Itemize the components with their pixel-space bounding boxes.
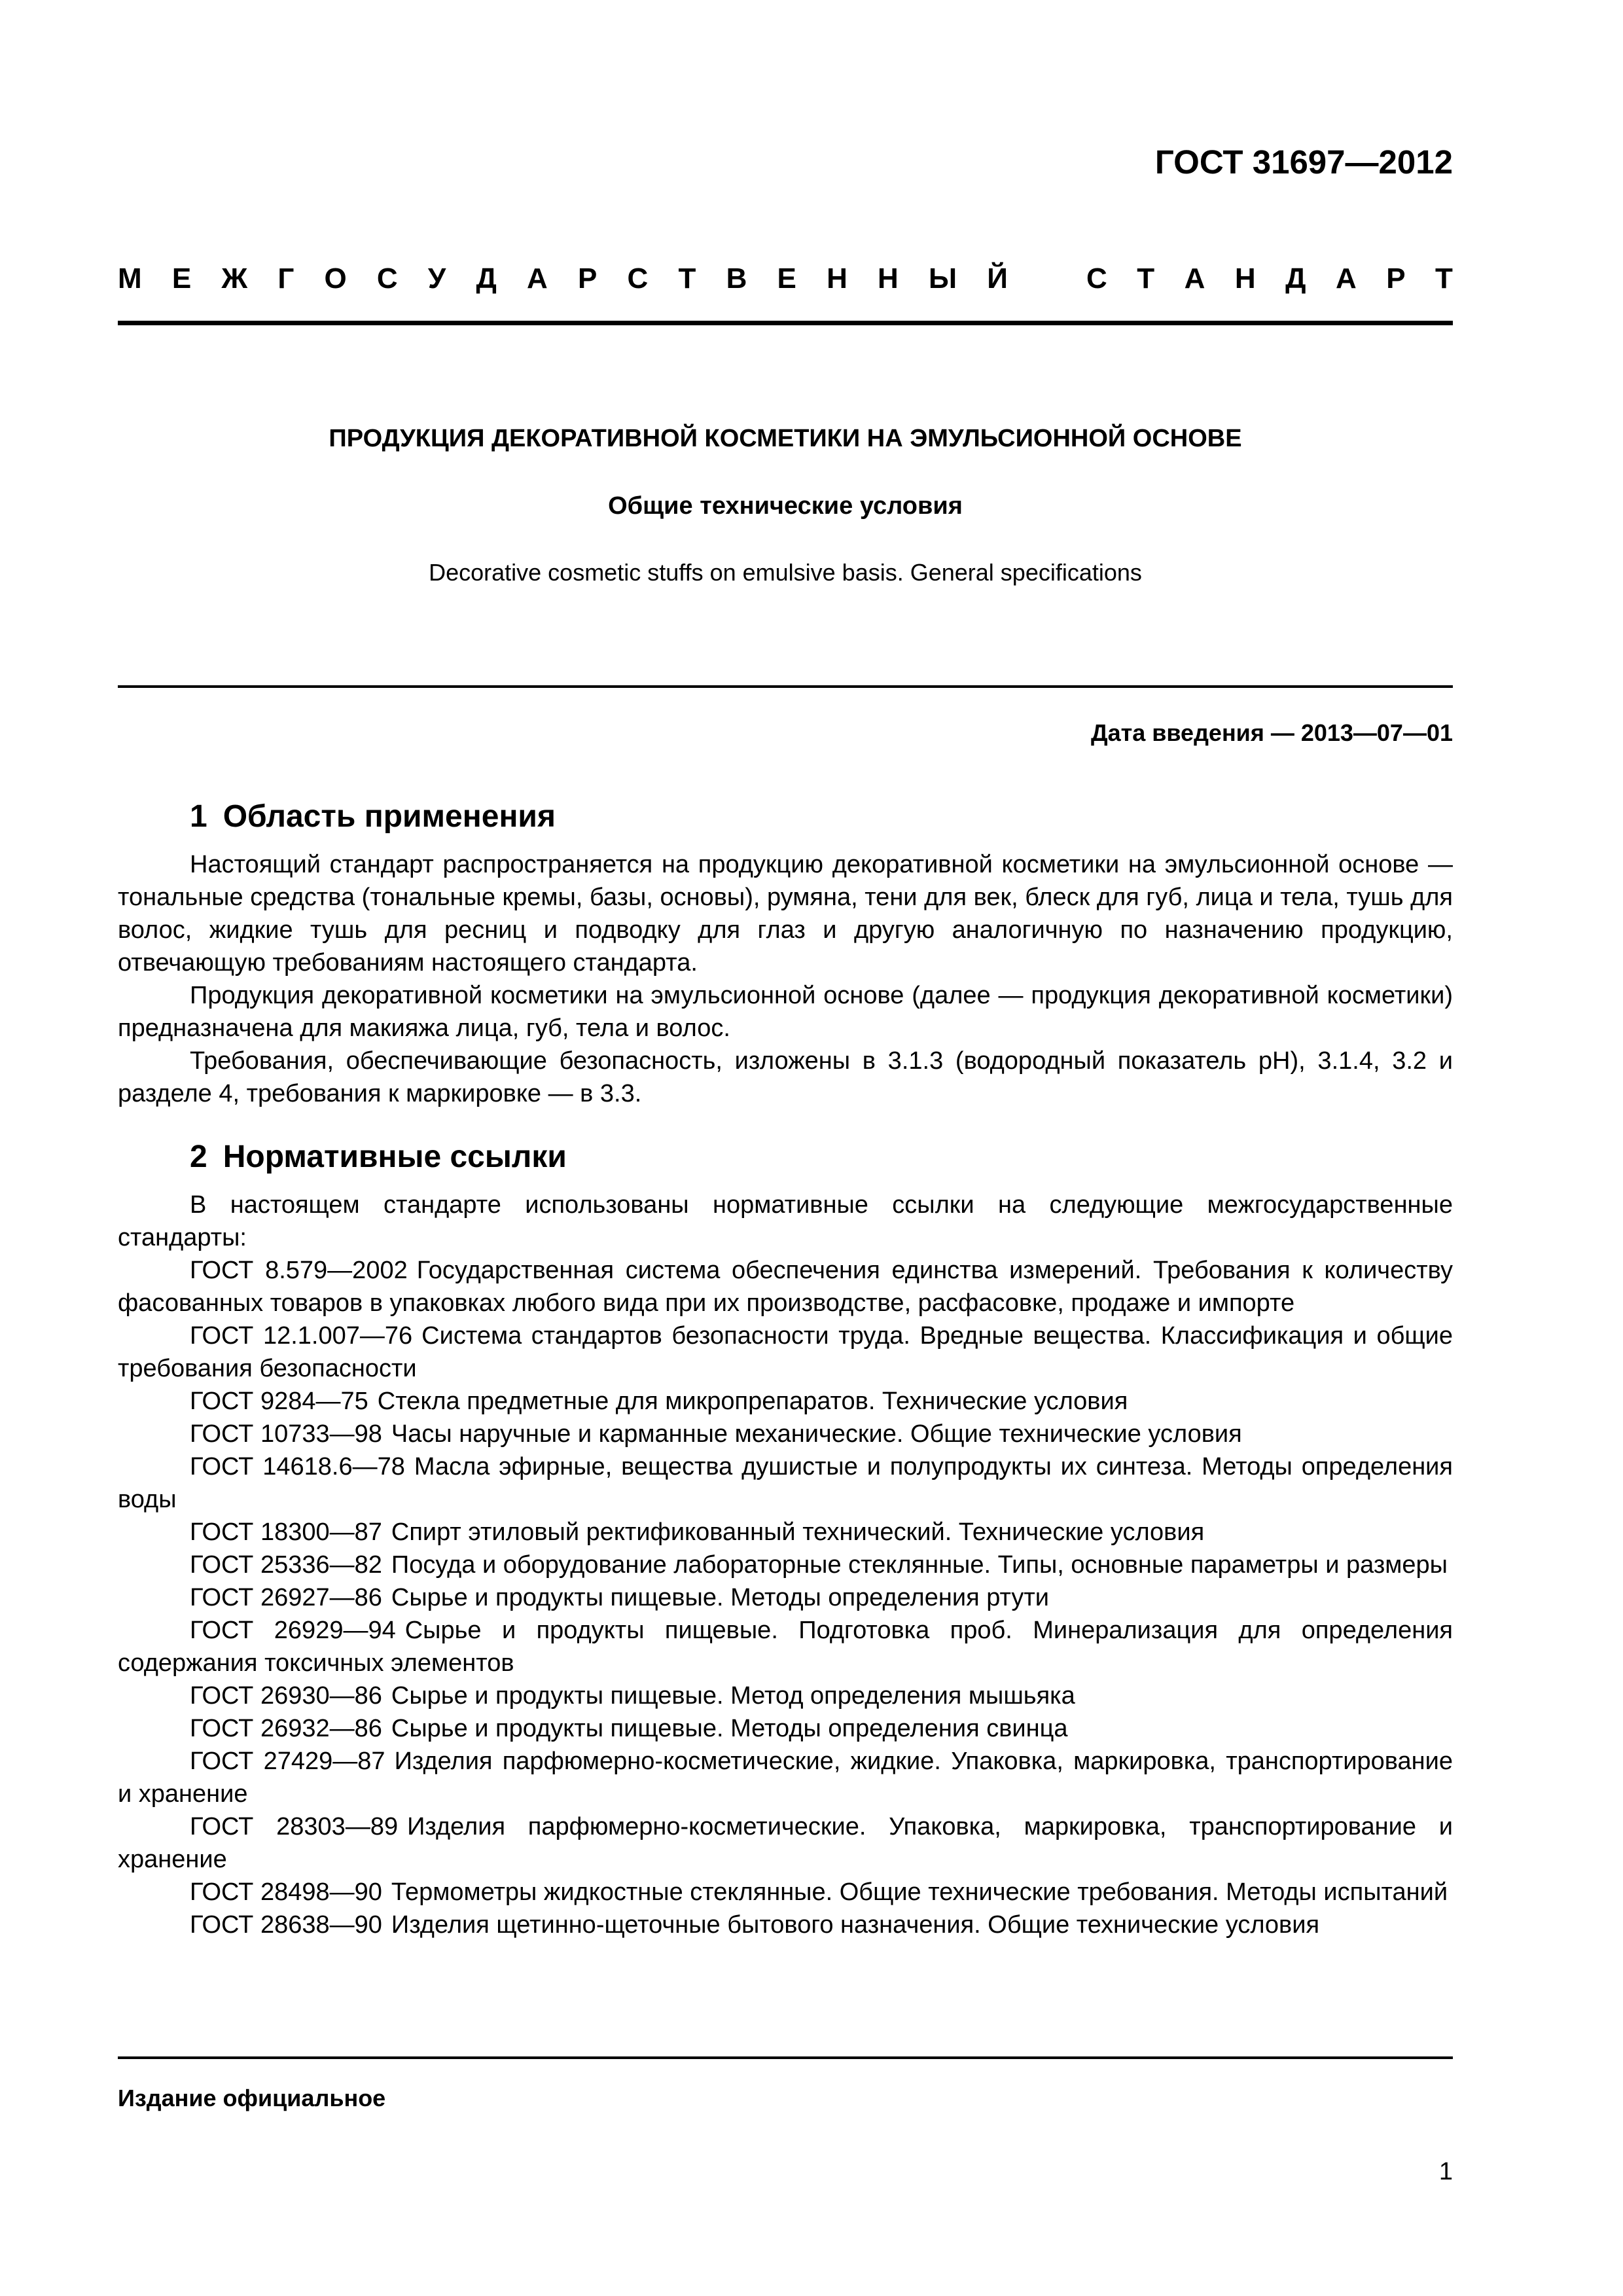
footer-divider [118,2056,1453,2059]
reference-text: Масла эфирные, вещества душистые и полупродукты их синтеза. Методы определения воды [118,1453,1453,1513]
banner-letter: Е [171,262,192,295]
reference-item [118,1418,1453,1450]
reference-text: Государственная система обеспечения единства измерений. Требования к количеству фасованных товаров в упаковках любого вида при их производстве, расфасовке, продаже и импорте [118,1257,1453,1317]
banner-letter: Р [1386,262,1406,295]
banner-letter: А [1335,262,1357,295]
banner-letter: Т [678,262,696,295]
official-edition-label: Издание официальное [118,2085,386,2111]
reference-code: ГОСТ 28303—89 [190,1813,399,1840]
reference-item [118,1876,1453,1909]
reference-code: ГОСТ 14618.6—78 [190,1453,405,1480]
banner-letter: Е [777,262,796,295]
reference-code: ГОСТ 28638—90 [190,1911,382,1939]
document-body [118,797,1453,1941]
reference-item [118,1712,1453,1745]
reference-code: ГОСТ 9284—75 [190,1388,368,1415]
banner-letter: Р [577,262,597,295]
banner-letter: Т [1435,262,1453,295]
reference-item [118,1745,1453,1810]
reference-code: ГОСТ 8.579—2002 [190,1257,408,1284]
reference-text: Сырье и продукты пищевые. Методы определения ртути [391,1584,1049,1611]
paragraph: Продукция декоративной косметики на эмульсионной основе (далее — продукция декоративной косметики) предназначена для макияжа лица, губ, тела и волос. [118,982,1453,1042]
reference-code: ГОСТ 25336—82 [190,1551,382,1579]
banner-letter: Д [1285,262,1306,295]
banner-letter: Н [878,262,899,295]
banner-word-standard [1086,264,1453,293]
reference-item [118,1581,1453,1614]
reference-text: Изделия парфюмерно-косметические, жидкие. Упаковка, маркировка, транспортирование и хранение [118,1748,1453,1808]
banner-letter: С [627,262,649,295]
section-title: Нормативные ссылки [223,1139,567,1174]
reference-item [118,1516,1453,1549]
reference-text: Изделия парфюмерно-косметические. Упаковка, маркировка, транспортирование и хранение [118,1813,1453,1873]
reference-item [118,1254,1453,1319]
banner-word-interstate [118,264,1008,293]
reference-text: Стекла предметные для микропрепаратов. Технические условия [377,1388,1128,1415]
reference-code: ГОСТ 26930—86 [190,1682,382,1710]
document-title: ПРОДУКЦИЯ ДЕКОРАТИВНОЙ КОСМЕТИКИ НА ЭМУЛЬСИОННОЙ ОСНОВЕ [329,425,1242,452]
reference-text: Часы наручные и карманные механические. Общие технические условия [391,1420,1242,1448]
reference-code: ГОСТ 18300—87 [190,1518,382,1546]
section-number: 2 [190,1139,207,1174]
reference-code: ГОСТ 10733—98 [190,1420,382,1448]
banner-letter: Н [1234,262,1256,295]
banner-letter: С [376,262,398,295]
reference-item [118,1549,1453,1581]
banner-letter: Д [476,262,497,295]
banner-letter: А [1184,262,1205,295]
reference-text: Сырье и продукты пищевые. Методы определения свинца [391,1715,1068,1742]
paragraph: В настоящем стандарте использованы нормативные ссылки на следующие межгосударственные стандарты: [118,1191,1453,1251]
reference-text: Сырье и продукты пищевые. Подготовка проб. Минерализация для определения содержания токсичных элементов [118,1617,1454,1677]
banner-letter: Ж [221,262,248,295]
reference-text: Спирт этиловый ректификованный технический. Технические условия [391,1518,1205,1546]
banner-letter: М [118,262,142,295]
reference-code: ГОСТ 26927—86 [190,1584,382,1611]
reference-item [118,1450,1453,1516]
section-heading-scope [118,797,1453,836]
title-divider [118,685,1453,688]
reference-code: ГОСТ 26929—94 [190,1617,396,1644]
reference-text: Изделия щетинно-щеточные бытового назначения. Общие технические условия [391,1911,1320,1939]
paragraph: Настоящий стандарт распространяется на продукцию декоративной косметики на эмульсионной основе — тональные средства (тональные кремы, базы, основы), румяна, тени для век, блеск для губ, лица и тела, тушь для волос, жидкие тушь для ресниц и подводку для глаз и другую аналогичную по назначению продукцию, отвечающую требованиям настоящего стандарта. [118,851,1453,977]
header-divider [118,321,1453,325]
document-subtitle: Общие технические условия [608,492,963,520]
reference-code: ГОСТ 26932—86 [190,1715,382,1742]
banner-letter: Й [987,262,1008,295]
section-title: Область применения [223,799,556,834]
reference-code: ГОСТ 28498—90 [190,1878,382,1906]
banner-letter: С [1086,262,1107,295]
english-title: Decorative cosmetic stuffs on emulsive basis. General specifications [429,559,1142,586]
reference-item [118,1385,1453,1418]
reference-text: Термометры жидкостные стеклянные. Общие технические требования. Методы испытаний [391,1878,1448,1906]
reference-code: ГОСТ 27429—87 [190,1748,385,1775]
banner-letter: О [324,262,347,295]
reference-code: ГОСТ 12.1.007—76 [190,1322,413,1350]
paragraph: Требования, обеспечивающие безопасность, изложены в 3.1.3 (водородный показатель pH), 3.1.4, 3.2 и разделе 4, требования к маркировке — в 3.3. [118,1047,1453,1107]
reference-item [118,1319,1453,1385]
standard-number: ГОСТ 31697—2012 [1154,143,1453,181]
section-heading-normative-references [118,1138,1453,1177]
banner-letter: Т [1137,262,1155,295]
reference-item [118,1909,1453,1941]
page-number: 1 [1438,2158,1453,2185]
banner-letter: А [527,262,548,295]
banner-letter: У [427,262,446,295]
interstate-standard-banner [118,259,1453,298]
reference-text: Сырье и продукты пищевые. Метод определения мышьяка [391,1682,1075,1710]
banner-letter: Г [277,262,294,295]
reference-item [118,1810,1453,1876]
reference-text: Посуда и оборудование лабораторные стеклянные. Типы, основные параметры и размеры [391,1551,1448,1579]
reference-item [118,1679,1453,1712]
section-number: 1 [190,799,207,834]
banner-letter: Ы [929,262,957,295]
banner-letter: Н [827,262,847,295]
introduction-date: Дата введения — 2013—07—01 [1090,719,1453,746]
banner-letter: В [726,262,747,295]
reference-text: Система стандартов безопасности труда. Вредные вещества. Классификация и общие требования безопасности [118,1322,1454,1382]
reference-item [118,1614,1453,1679]
